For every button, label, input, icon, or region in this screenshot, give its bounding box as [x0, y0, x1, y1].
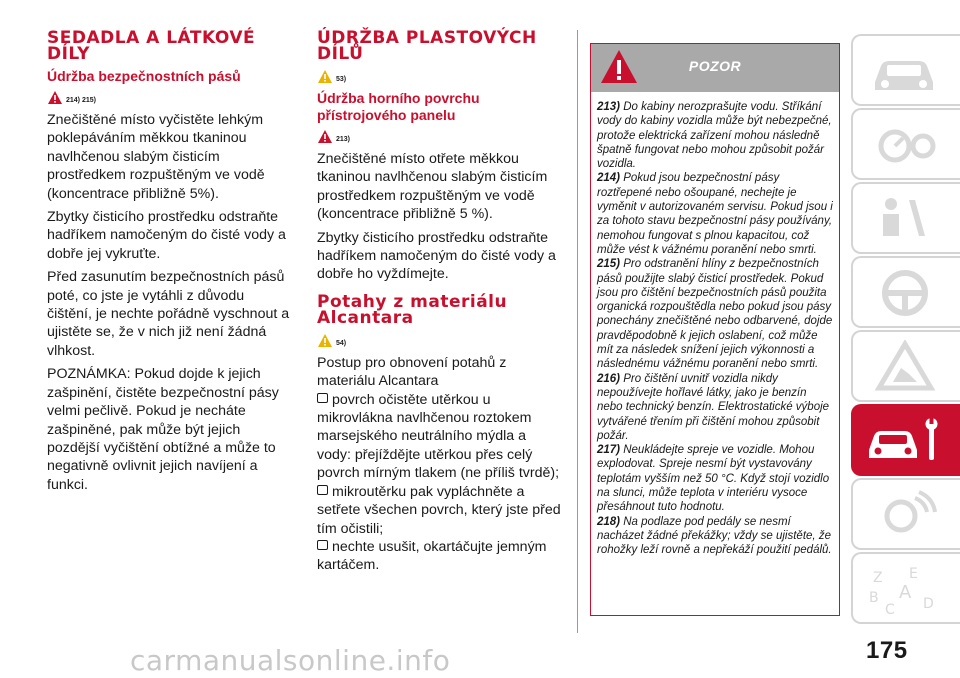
caution-text: Pro odstranění hlíny z bezpečnostních pásů použijte slabý čisticí prostředek. Pokud jsou pro čištění bezpečnostních pásů použita organická rozpouštědla nebo pokud jsou pásy ponechány znečištěné nebo odbarvené, dojde pravděpodobně k jejich oslabení, což může mít za následek snížení jejich výkonnosti a následnému vážnému poranění nebo smrti. — [597, 258, 833, 371]
list-item-text: povrch očistěte utěrkou u mikrovlákna navlhčenou roztokem marsejského neutrálního mýdla a vody: přejíždějte utěrkou přes celý povrch mírným tlakem (ne příliš tvrdě); — [317, 391, 560, 482]
tab-warning-road[interactable] — [851, 330, 960, 402]
note-reference — [317, 68, 562, 84]
note-refs: 53) — [336, 76, 347, 83]
paragraph: Zbytky čisticího prostředku odstraňte hadříkem namočeným do čisté vody a dobře ho vyždímejte. — [317, 229, 556, 283]
caution-number: 213) — [597, 101, 621, 113]
caution-number: 214) — [597, 172, 621, 185]
tab-seat-belt[interactable] — [851, 182, 960, 254]
list-item — [317, 391, 562, 483]
warning-refs: 213) — [336, 136, 351, 143]
caution-number: 215) — [597, 258, 621, 271]
caution-item — [597, 171, 833, 257]
list-item-text: mikroutěrku pak vypláchněte a setřete všechen povrch, který jste před tím očistili; — [317, 483, 561, 537]
warning-reference — [47, 89, 292, 105]
note-triangle-icon — [317, 69, 333, 84]
tab-car-maintenance[interactable] — [851, 404, 960, 476]
svg-text:D: D — [923, 596, 934, 612]
list-item — [317, 483, 562, 538]
paragraph: Znečištěné místo otřete měkkou tkaninou navlhčenou slabým čisticím prostředkem rozpuštěným ve vodě (koncentrace přibližně 5 %). — [317, 151, 548, 223]
caution-title: POZOR — [688, 58, 742, 74]
note-reference — [317, 332, 562, 348]
caution-item — [597, 257, 833, 371]
column-divider — [577, 30, 578, 633]
steering-wheel-icon — [865, 266, 945, 320]
list-item — [317, 538, 562, 575]
svg-text:E: E — [909, 566, 918, 582]
subhead-dashboard: Údržba horního povrchu přístrojového panelu — [317, 90, 480, 123]
caution-item — [597, 515, 833, 558]
column-plastic-parts — [317, 30, 562, 575]
note-refs: 54) — [336, 339, 347, 347]
section-title-alcantara: Potahy z materiálu Alcantara — [317, 291, 508, 328]
caution-item — [597, 100, 833, 171]
caution-body — [591, 92, 839, 558]
section-title-plastic: ÚDRŽBA PLASTOVÝCH DÍLŮ — [317, 28, 537, 64]
watermark: carmanualsonline.info — [130, 644, 451, 677]
seat-belt-icon — [865, 192, 945, 246]
multimedia-icon — [865, 488, 945, 542]
caution-header — [591, 44, 839, 92]
column-seats — [47, 30, 292, 499]
car-maintenance-icon — [865, 414, 945, 468]
checkbox-bullet-icon — [317, 540, 328, 550]
list-item-text: nechte usušit, okartáčujte jemným kartáčem. — [317, 538, 547, 574]
warning-road-icon — [865, 340, 945, 394]
caution-text: Neukládejte spreje ve vozidle. Mohou explodovat. Spreje nesmí být vystavovány teplotám vyšším než 50 °C. Když stojí vozidlo na slunci, může teplota v interiéru vysoce přesáhnout tuto hodnotu. — [597, 444, 830, 514]
note-paragraph: POZNÁMKA: Pokud dojde k jejich zašpinění, čistěte bezpečnostní pásy velmi pečlivě. Pokud je necháte zašpiněné, pak může být jejich pozdější vyčištění obtížné a může to negativně ovlivnit jejich navíjení a funkci. — [47, 366, 279, 493]
caution-text: Do kabiny nerozprašujte vodu. Stříkání vody do kabiny vozidla může být nebezpečné, protože elektrická zařízení mohou následně špatně fungovat nebo mohou způsobit požár vozidla. — [597, 101, 832, 171]
caution-item — [597, 443, 833, 514]
svg-text:B: B — [869, 590, 879, 606]
caution-box — [590, 43, 840, 616]
paragraph: Zbytky čisticího prostředku odstraňte hadříkem namočeným do čisté vody a dobře jej vykruťte. — [47, 209, 286, 262]
tab-steering[interactable] — [851, 256, 960, 328]
paragraph: Před zasunutím bezpečnostních pásů poté, co jste je vytáhli z důvodu čištění, je nechte pořádně vyschnout a ujistěte se, že v nich již není žádná vlhkost. — [47, 269, 290, 359]
caution-text: Na podlaze pod pedály se nesmí nacházet žádné překážky; vždy se ujistěte, že rohožky leží rovně a nepřekáží použití pedálů. — [597, 515, 832, 557]
caution-text: Pokud jsou bezpečnostní pásy roztřepené nebo ošoupané, nechejte je vyměnit v autorizovaném servisu. Pokud jsou i za tohoto stavu bezpečnostní pásy používány, nemohou fungovat s plnou kapacitou, což může vést k vážnému poranění nebo smrti. — [597, 172, 833, 256]
note-triangle-icon — [317, 333, 333, 348]
checkbox-bullet-icon — [317, 485, 328, 495]
checkbox-bullet-icon — [317, 393, 328, 403]
subhead-seatbelts: Údržba bezpečnostních pásů — [47, 68, 241, 84]
tab-index[interactable] — [851, 552, 960, 624]
paragraph: Znečištěné místo vyčistěte lehkým poklepáváním měkkou tkaninou navlhčenou slabým čisticím prostředkem rozpuštěným ve vodě (koncentrace přibližně 5%). — [47, 112, 265, 202]
caution-item — [597, 372, 833, 443]
caution-number: 216) — [597, 372, 621, 385]
svg-text:Z: Z — [873, 570, 883, 586]
svg-text:A: A — [899, 582, 912, 603]
caution-number: 217) — [597, 444, 621, 457]
warning-triangle-icon — [317, 129, 333, 144]
tab-car-overview[interactable] — [851, 34, 960, 106]
section-title-seats: SEDADLA A LÁTKOVÉ DÍLY — [47, 28, 256, 64]
tab-multimedia[interactable] — [851, 478, 960, 550]
warning-triangle-icon — [47, 90, 63, 105]
car-overview-icon — [865, 44, 945, 98]
index-letters-icon — [865, 562, 945, 616]
warning-refs: 214) 215) — [66, 97, 96, 104]
paragraph: Postup pro obnovení potahů z materiálu Alcantara — [317, 354, 507, 390]
dashboard-icon — [865, 118, 945, 172]
svg-text:C: C — [885, 602, 895, 616]
caution-text: Pro čištění uvnitř vozidla nikdy nepoužívejte hořlavé látky, jako je benzín nebo technický benzín. Elektrostatické výboje vytvářené třením při čištění mohou způsobit požár. — [597, 372, 830, 442]
tab-dashboard[interactable] — [851, 108, 960, 180]
caution-number: 218) — [597, 515, 621, 528]
page-number: 175 — [866, 637, 908, 664]
warning-reference — [317, 128, 562, 144]
